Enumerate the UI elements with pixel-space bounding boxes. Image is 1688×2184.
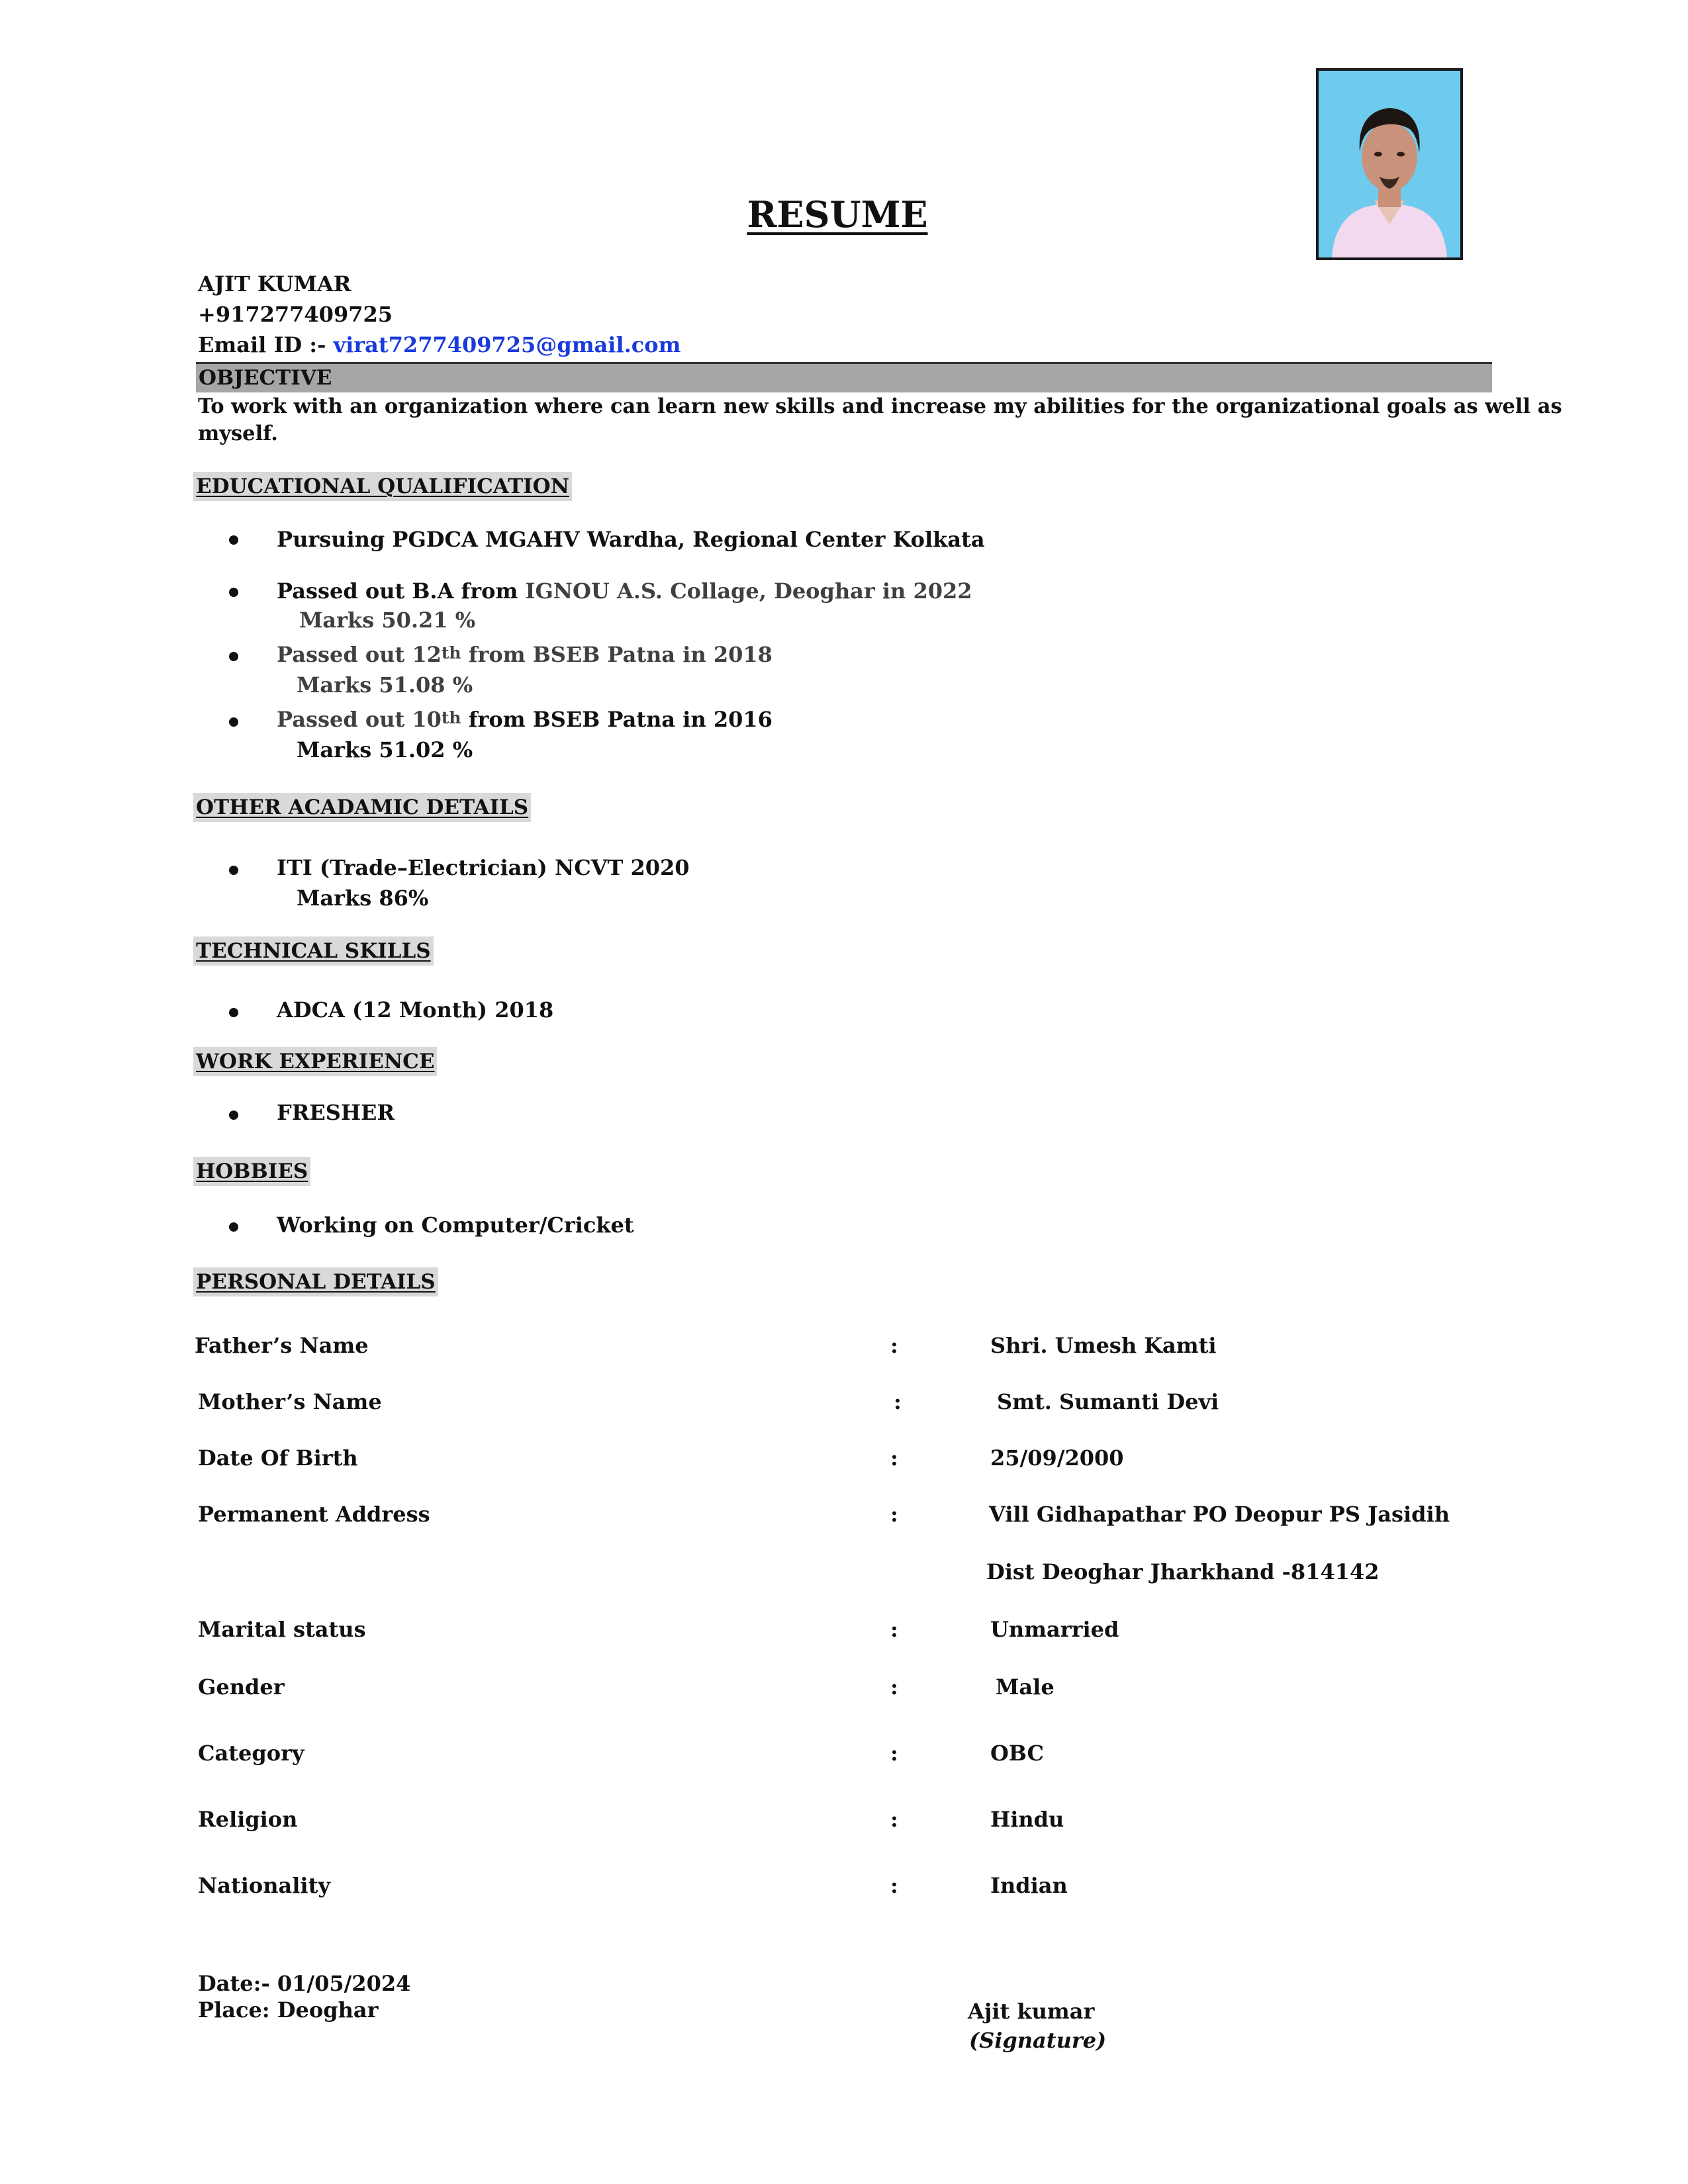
objective-text-line1: To work with an organization where can learn new skills and increase my abilities for the organizational goals as well as [198, 394, 1562, 418]
objective-heading-bar [196, 362, 1492, 392]
bullet-icon [229, 1008, 238, 1017]
education-item-12th-marks: Marks 51.08 % [297, 672, 473, 698]
email-link[interactable]: virat7277409725@gmail.com [333, 332, 681, 357]
technical-skill-adca: ADCA (12 Month) 2018 [277, 997, 554, 1023]
education-item-12th-sup: th [441, 643, 461, 663]
personal-label-nationality: Nationality [198, 1873, 330, 1898]
personal-label-dob: Date Of Birth [198, 1445, 358, 1471]
objective-text-line2: myself. [198, 422, 278, 445]
education-item-10th-marks: Marks 51.02 % [297, 737, 473, 762]
personal-label-gender: Gender [198, 1674, 285, 1700]
personal-value-nationality: Indian [990, 1873, 1068, 1898]
resume-title: RESUME [747, 193, 928, 236]
personal-separator: : [890, 1333, 898, 1358]
technical-skills-heading: TECHNICAL SKILLS [193, 936, 434, 966]
education-item-10th [277, 707, 773, 732]
objective-heading: OBJECTIVE [199, 366, 332, 390]
personal-label-religion: Religion [198, 1807, 298, 1832]
personal-label-mother: Mother’s Name [198, 1389, 382, 1414]
education-item-ba-prefix: Passed out B.A from [277, 578, 518, 604]
candidate-phone: +917277409725 [198, 302, 393, 327]
education-item-10th-sup: th [441, 708, 461, 728]
personal-separator: : [890, 1674, 898, 1700]
personal-value-category: OBC [990, 1741, 1044, 1766]
footer-place: Place: Deoghar [198, 1997, 379, 2023]
personal-value-dob: 25/09/2000 [990, 1445, 1124, 1471]
education-item-12th-prefix: Passed out 12 [277, 642, 442, 667]
personal-label-category: Category [198, 1741, 305, 1766]
other-academic-item-iti: ITI (Trade–Electrician) NCVT 2020 [277, 855, 690, 880]
footer-signature-label: (Signature) [969, 2028, 1107, 2053]
bullet-icon [229, 1222, 238, 1232]
personal-separator: : [890, 1873, 898, 1898]
education-item-ba [277, 578, 972, 604]
personal-label-address: Permanent Address [198, 1502, 430, 1527]
education-item-12th-board: from BSEB Patna in 2018 [468, 642, 773, 667]
hobbies-heading: HOBBIES [193, 1157, 310, 1186]
personal-value-religion: Hindu [990, 1807, 1064, 1832]
bullet-icon [229, 588, 238, 597]
personal-value-father: Shri. Umesh Kamti [990, 1333, 1217, 1358]
education-item-12th [277, 642, 773, 667]
personal-separator: : [890, 1741, 898, 1766]
education-item-10th-prefix: Passed out 10 [277, 707, 442, 732]
personal-value-address-line1: Vill Gidhapathar PO Deopur PS Jasidih [989, 1502, 1450, 1527]
footer-sign-name: Ajit kumar [968, 1999, 1095, 2024]
work-experience-item: FRESHER [277, 1100, 395, 1125]
email-row [198, 332, 680, 357]
education-heading: EDUCATIONAL QUALIFICATION [193, 472, 572, 501]
personal-value-marital: Unmarried [990, 1617, 1119, 1642]
personal-value-address-line2: Dist Deoghar Jharkhand -814142 [986, 1559, 1380, 1584]
work-experience-heading: WORK EXPERIENCE [193, 1047, 437, 1076]
personal-separator: : [890, 1502, 898, 1527]
personal-separator: : [890, 1617, 898, 1642]
other-academic-item-iti-marks: Marks 86% [297, 886, 429, 911]
personal-separator: : [894, 1389, 902, 1414]
bullet-icon [229, 1111, 238, 1120]
candidate-name: AJIT KUMAR [198, 271, 352, 296]
hobbies-item: Working on Computer/Cricket [277, 1212, 634, 1238]
personal-separator: : [890, 1445, 898, 1471]
footer-date: Date:- 01/05/2024 [198, 1971, 411, 1996]
bullet-icon [229, 652, 238, 661]
personal-value-mother: Smt. Sumanti Devi [997, 1389, 1219, 1414]
email-label: Email ID :- [198, 332, 326, 357]
personal-value-gender: Male [996, 1674, 1055, 1700]
education-item-ba-marks: Marks 50.21 % [299, 608, 476, 633]
personal-label-father: Father’s Name [195, 1333, 369, 1358]
education-item-pgdca: Pursuing PGDCA MGAHV Wardha, Regional Center Kolkata [277, 527, 985, 552]
bullet-icon [229, 717, 238, 727]
personal-separator: : [890, 1807, 898, 1832]
other-academic-heading: OTHER ACADAMIC DETAILS [193, 793, 531, 822]
personal-details-heading: PERSONAL DETAILS [193, 1267, 438, 1297]
bullet-icon [229, 535, 238, 545]
bullet-icon [229, 866, 238, 875]
personal-label-marital: Marital status [198, 1617, 366, 1642]
education-item-ba-institute: IGNOU A.S. Collage, Deoghar in 2022 [525, 578, 972, 604]
education-item-10th-board: from BSEB Patna in 2016 [468, 707, 773, 732]
